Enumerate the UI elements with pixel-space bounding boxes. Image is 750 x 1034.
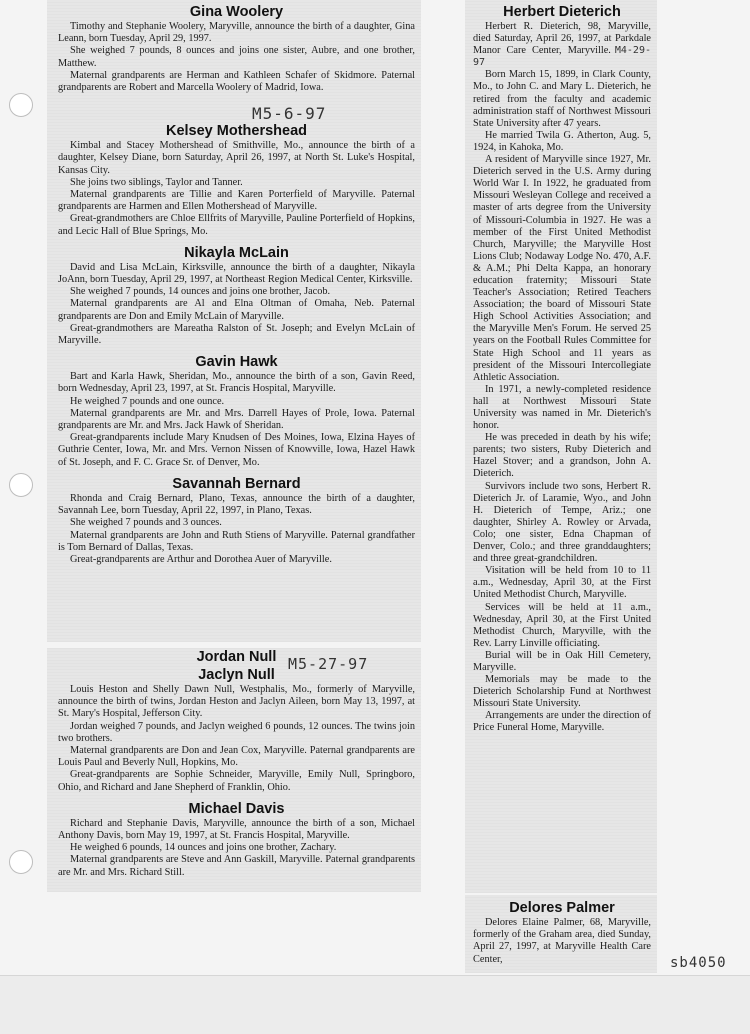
obituary-clipping-2 bbox=[465, 895, 657, 973]
herbert-paragraph: A resident of Maryville since 1927, Mr. Dieterich served in the U.S. Army during World War I. In 1922, he graduated from Missouri Wesleyan College and received a master of arts degree from the University of Missouri-Columbia in 1927. He was a member of the First United Methodist Church, Maryville; the Maryville Host Lions Club; Nodaway Lodge No. 470, A.F. & A.M.; Phi Delta Kappa, an honorary education fraternity; Missouri State Teacher's Association; Retired Teachers Association; the board of Missouri State High School Activities Association; and the Maryville Men's Forum. He served 25 years on the Football Rules Committee for State High School and 11 years as president of the Missouri Intercollegiate Athletic Association. bbox=[473, 154, 651, 383]
nikayla-paragraph: David and Lisa McLain, Kirksville, announce the birth of a daughter, Nikayla JoAnn, born Tuesday, April 29, 1997, at Northeast Region Medical Center, Kirksville. bbox=[58, 261, 415, 286]
archive-id-note: sb4050 bbox=[670, 955, 727, 971]
gavin-paragraph: Great-grandparents include Mary Knudsen of Des Moines, Iowa, Elzina Hayes of Guthrie Center, Iowa, Mr. and Mrs. Vernon Nissen of Knowville, Iowa, Hazel Hawk of St. Joseph, and F. C. Grace Sr. of Denver, Mo. bbox=[58, 432, 415, 468]
herbert-paragraph: Burial will be in Oak Hill Cemetery, Maryville. bbox=[473, 649, 651, 673]
savannah-paragraph: Rhonda and Craig Bernard, Plano, Texas, announce the birth of a daughter, Savannah Lee, born Tuesday, April 22, 1997, in Plano, Texas. bbox=[58, 492, 415, 517]
nikayla-paragraph: She weighed 7 pounds, 14 ounces and joins one brother, Jacob. bbox=[70, 286, 331, 298]
gina-woolery-heading: Gina Woolery bbox=[189, 4, 284, 20]
births-clipping bbox=[47, 0, 421, 642]
gavin-paragraph: Bart and Karla Hawk, Sheridan, Mo., announce the birth of a son, Gavin Reed, born Wednesday, April 23, 1997, at St. Francis Hospital, Maryville. bbox=[58, 371, 415, 395]
savannah-bernard-heading: Savannah Bernard bbox=[172, 475, 301, 492]
herbert-lead-text: Herbert R. Dieterich, 98, Maryville, died Saturday, April 26, 1997, at Parkdale Manor Care Center, Maryville. bbox=[473, 21, 651, 57]
savannah-paragraph: Great-grandparents are Arthur and Dorothea Auer of Maryville. bbox=[70, 553, 332, 565]
scan-margin bbox=[0, 975, 750, 1034]
null-paragraph: Maternal grandparents are Don and Jean Cox, Maryville. Paternal grandparents are Louis Paul and Beverly Null, Hopkins, Mo. bbox=[58, 745, 415, 769]
gina-paragraph: She weighed 7 pounds, 8 ounces and joins one sister, Aubre, and one brother, Matthew. bbox=[58, 45, 415, 69]
herbert-paragraph: Arrangements are under the direction of Price Funeral Home, Maryville. bbox=[473, 710, 651, 734]
herbert-paragraph: Visitation will be held from 10 to 11 a.m., Wednesday, April 30, at the First United Methodist Church, Maryville. bbox=[473, 565, 651, 601]
null-paragraph: Jordan weighed 7 pounds, and Jaclyn weighed 6 pounds, 12 ounces. The twins join two brothers. bbox=[58, 720, 415, 744]
herbert-paragraph: Memorials may be made to the Dieterich Scholarship Fund at Northwest Missouri State University. bbox=[473, 674, 651, 710]
gina-paragraph: Timothy and Stephanie Woolery, Maryville, announce the birth of a daughter, Gina Leann, born Tuesday, April 29, 1997. bbox=[58, 21, 415, 45]
delores-palmer-heading: Delores Palmer bbox=[509, 900, 615, 916]
savannah-paragraph: Maternal grandparents are John and Ruth Stiens of Maryville. Paternal grandfather is Tom Bernard of Dallas, Texas. bbox=[58, 529, 415, 553]
michael-paragraph: Richard and Stephanie Davis, Maryville, announce the birth of a son, Michael Anthony Davis, born May 19, 1997, at St. Francis Hospital, Maryville. bbox=[58, 817, 415, 842]
obituary-clipping bbox=[465, 0, 657, 893]
delores-paragraph: Delores Elaine Palmer, 68, Maryville, formerly of the Graham area, died Sunday, April 27, 1997, at Maryville Health Care Center, bbox=[473, 917, 651, 965]
herbert-paragraph: He married Twila G. Atherton, Aug. 5, 1924, in Kahoka, Mo. bbox=[473, 129, 651, 153]
gavin-paragraph: He weighed 7 pounds and one ounce. bbox=[70, 395, 225, 407]
michael-davis-heading: Michael Davis bbox=[188, 800, 285, 817]
gina-paragraph: Maternal grandparents are Herman and Kathleen Schafer of Skidmore. Paternal grandparents are Robert and Marcella Woolery of Madrid, Iowa. bbox=[58, 69, 415, 94]
handwritten-date-note: M4-29-97 bbox=[473, 45, 651, 69]
nikayla-paragraph: Maternal grandparents are Al and Elna Oltman of Omaha, Neb. Paternal grandparents are Don and Emily McLain of Maryville. bbox=[58, 298, 415, 322]
null-paragraph: Great-grandparents are Sophie Schneider, Maryville, Emily Null, Springboro, Ohio, and Richard and Jane Shepherd of Franklin, Ohio. bbox=[58, 769, 415, 793]
births-clipping-2 bbox=[47, 648, 421, 892]
punch-hole-top bbox=[9, 93, 33, 117]
handwritten-date-note: M5-6-97 bbox=[252, 104, 327, 123]
jordan-null-heading: Jordan Null bbox=[196, 649, 277, 665]
handwritten-date-note: M5-27-97 bbox=[288, 655, 369, 673]
punch-hole-bottom bbox=[9, 850, 33, 874]
null-paragraph: Louis Heston and Shelly Dawn Null, Westphalis, Mo., formerly of Maryville, announce the birth of twins, Jordan Heston and Jaclyn Aileen, born May 13, 1997, at St. Mary's Hospital, Jefferson City. bbox=[58, 684, 415, 720]
gavin-paragraph: Maternal grandparents are Mr. and Mrs. Darrell Hayes of Prole, Iowa. Paternal grandparents are Mr. and Mrs. Jack Hawk of Sheridan. bbox=[58, 407, 415, 432]
herbert-dieterich-heading: Herbert Dieterich bbox=[503, 4, 621, 20]
nikayla-mclain-heading: Nikayla McLain bbox=[184, 244, 289, 261]
punch-hole-middle bbox=[9, 473, 33, 497]
kelsey-mothershead-heading: Kelsey Mothershead bbox=[165, 123, 308, 140]
herbert-paragraph: Born March 15, 1899, in Clark County, Mo., to John C. and Mary L. Dieterich, he retired from the faculty and academic administration staff of Northwest Missouri State University after 47 years. bbox=[473, 69, 651, 129]
herbert-paragraph: Services will be held at 11 a.m., Wednesday, April 30, at the First United Methodist Church, Maryville, with the Rev. Larry Linville officiating. bbox=[473, 601, 651, 649]
kelsey-paragraph: Great-grandmothers are Chloe Ellfrits of Maryville, Pauline Porterfield of Hopkins, and Lecic Hall of Blue Springs, Mo. bbox=[58, 213, 415, 237]
savannah-paragraph: She weighed 7 pounds and 3 ounces. bbox=[70, 517, 222, 529]
herbert-paragraph: In 1971, a newly-completed residence hall at Northwest Missouri State University was named in Mr. Dieterich's honor. bbox=[473, 383, 651, 432]
herbert-paragraph: Survivors include two sons, Herbert R. Dieterich Jr. of Laramie, Wyo., and John H. Dieterich of Tempe, Ariz.; one daughter, Shirley A. Rowley or Arvada, Colo; one sister, Edna Chapman of Denver, Colo.; and three granddaughters; and three great-grandchildren. bbox=[473, 480, 651, 565]
kelsey-paragraph: Kimbal and Stacey Mothershead of Smithville, Mo., announce the birth of a daughter, Kelsey Diane, born Saturday, April 26, 1997, at North St. Luke's Hospital, Kansas City. bbox=[58, 140, 415, 176]
gavin-hawk-heading: Gavin Hawk bbox=[195, 354, 278, 371]
nikayla-paragraph: Great-grandmothers are Mareatha Ralston of St. Joseph; and Evelyn McLain of Maryville. bbox=[58, 322, 415, 347]
herbert-paragraph: He was preceded in death by his wife; parents; two sisters, Ruby Dieterich and Hazel Stover; and a grandson, John A. Dieterich. bbox=[473, 432, 651, 480]
kelsey-paragraph: She joins two siblings, Taylor and Tanner. bbox=[70, 176, 243, 188]
michael-paragraph: Maternal grandparents are Steve and Ann Gaskill, Maryville. Paternal grandparents are Mr. and Mrs. Richard Still. bbox=[58, 854, 415, 878]
jaclyn-null-heading: Jaclyn Null bbox=[198, 667, 275, 683]
michael-paragraph: He weighed 6 pounds, 14 ounces and joins one brother, Zachary. bbox=[70, 842, 337, 854]
herbert-lead-paragraph bbox=[473, 21, 651, 69]
kelsey-paragraph: Maternal grandparents are Tillie and Karen Porterfield of Maryville. Paternal grandparents are Harmen and Ellen Mothershead of Maryville. bbox=[58, 189, 415, 213]
